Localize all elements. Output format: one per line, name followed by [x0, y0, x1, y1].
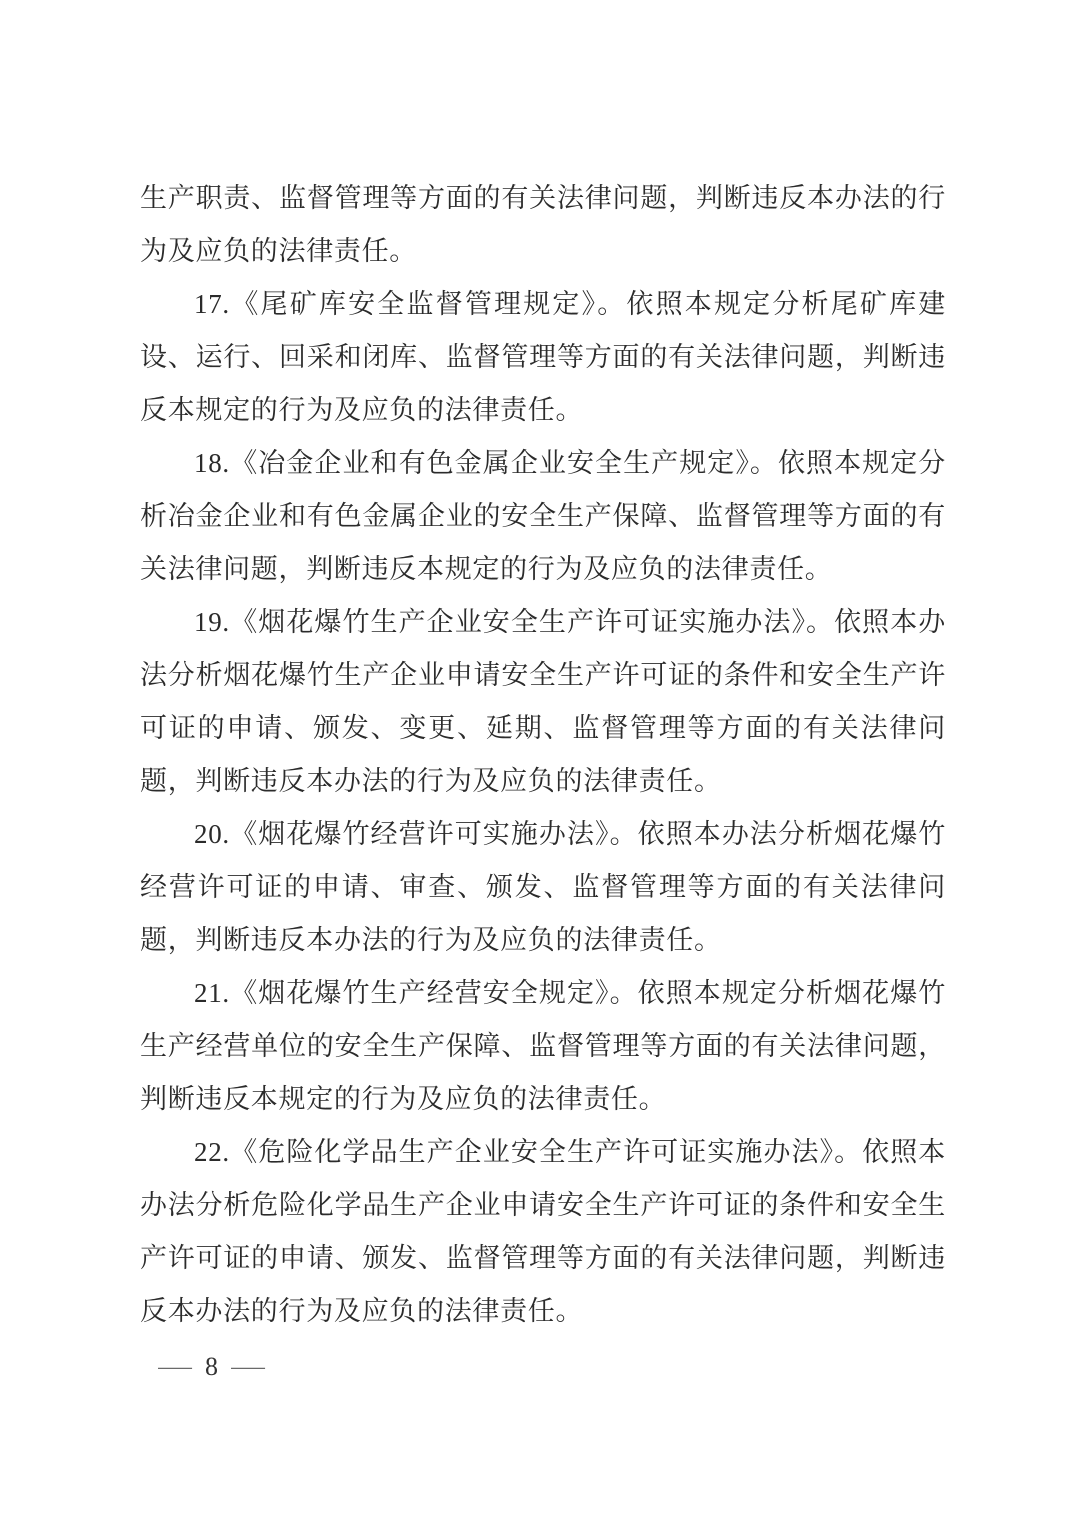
paragraph-item-17: 17.《尾矿库安全监督管理规定》。依照本规定分析尾矿库建设、运行、回采和闭库、监督管理等方面的有关法律问题，判断违反本规定的行为及应负的法律责任。: [140, 289, 946, 425]
footer-left-dash: —: [158, 1353, 192, 1380]
paragraph-item-19: 19.《烟花爆竹生产企业安全生产许可证实施办法》。依照本办法分析烟花爆竹生产企业申请安全生产许可证的条件和安全生产许可证的申请、颁发、变更、延期、监督管理等方面的有关法律问题，判断违反本办法的行为及应负的法律责任。: [140, 607, 946, 796]
paragraph-item-22: 22.《危险化学品生产企业安全生产许可证实施办法》。依照本办法分析危险化学品生产企业申请安全生产许可证的条件和安全生产许可证的申请、颁发、监督管理等方面的有关法律问题，判断违反本办法的行为及应负的法律责任。: [140, 1137, 946, 1326]
footer-right-dash: —: [231, 1353, 265, 1380]
paragraph-continuation-16: 生产职责、监督管理等方面的有关法律问题，判断违反本办法的行为及应负的法律责任。: [140, 183, 946, 266]
paragraph-item-18: 18.《冶金企业和有色金属企业安全生产规定》。依照本规定分析冶金企业和有色金属企业的安全生产保障、监督管理等方面的有关法律问题，判断违反本规定的行为及应负的法律责任。: [140, 448, 946, 584]
document-body: [140, 172, 946, 1338]
paragraph-item-20: 20.《烟花爆竹经营许可实施办法》。依照本办法分析烟花爆竹经营许可证的申请、审查、颁发、监督管理等方面的有关法律问题，判断违反本办法的行为及应负的法律责任。: [140, 819, 946, 955]
page-number: 8: [205, 1352, 218, 1381]
page-footer: [158, 1352, 265, 1382]
paragraph-item-21: 21.《烟花爆竹生产经营安全规定》。依照本规定分析烟花爆竹生产经营单位的安全生产保障、监督管理等方面的有关法律问题，判断违反本规定的行为及应负的法律责任。: [140, 978, 946, 1114]
